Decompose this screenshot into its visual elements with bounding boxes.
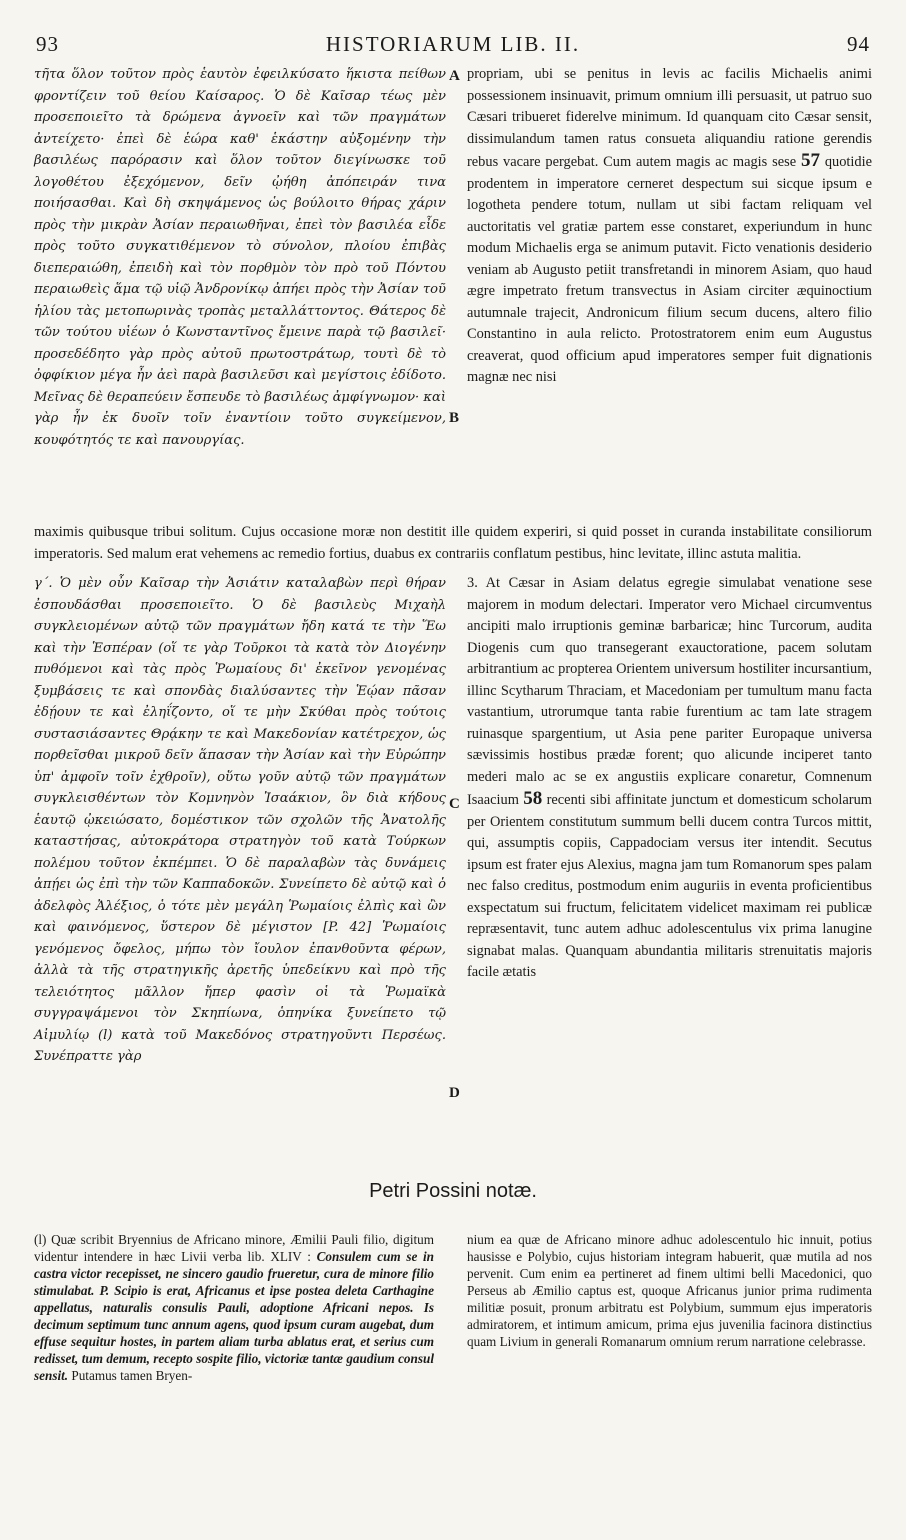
note-text-right: nium ea quæ de Africano minore adhuc adolescentulo hic innuit, potius hausisse e Polybio, cujus historiam integram habuerit, quæ mutila ad nos pervenit. Cum enim ea pertineret ad finem ultimi belli Macedonici, quo Perseus ab Æmilio captus est, quoque Africanus junior prima rudimenta militiæ posuit, pronum arbitratu est Polybium, summum ejus imperatoris admiratorem, et intimum amicum, prima ejus juvenilia facinora distinctius quam Livium in generali Romanarum omnium rerum narratione celebrasse. <box>467 1232 872 1350</box>
margin-marker-d: D <box>449 1085 460 1101</box>
page-marker-57: 57 <box>800 150 820 171</box>
running-head <box>28 32 878 58</box>
page-number-right: 94 <box>847 32 870 56</box>
page-title: HISTORIARUM LIB. II. <box>325 32 581 56</box>
latin-text-2: 3. At Cæsar in Asiam delatus egregie simulabat venatione sese majorem in modum delectari. Imperator vero Michael circumventus ancipiti malo irruptionis geminæ barbaricæ; hinc Turcorum, audita Diogenis cum quo transegerant exauctoratione, pacem solutam arbitrantium ac propterea Orientem universum hostiliter incursantium, illinc Scytharum Thraciam, et Macedoniam per tumultum manu facta vastantium, utrorumque tanta rabie furentium ac tam late stragem ruinasque spargentium, ut Asia pene pariter Europaque universa sævissimis hostibus prædæ forent; quo alicunde inciperet tanto mederi malo ac se ex angustiis explicare conaretur, Comnenum Isaacium 58 recenti sibi affinitate junctum et domesticum scholarum per Orientem constitutum summum belli ducem contra Turcos mittit, qui, assumptis copiis, Cappadociam versus iter intendit. Secutus ipsum est frater ejus Alexius, magna jam tum Romanorum spes palam nec falso creditus, postmodum enim auguriis in eventa proficientibus exspectatum sui fructum, felicitatem videlicet maximam rei publicæ repræsentavit, tunc autem adhuc adolescentulus vix prima lanugine signabat malas. Quanquam abundantia militaris strenuitatis majoris facile ætatis <box>467 575 872 980</box>
notes-column-left <box>34 1218 434 1397</box>
margin-marker-b: B <box>449 410 460 426</box>
note-text-left: (l) Quæ scribit Bryennius de Africano minore, Æmilii Pauli filio, digitum videntur intendere in hæc Livii verba lib. XLIV : Consulem cum se in castra victor recepisset, ne sincero gaudio frueretur, cura de minore filio stimulabat. P. Scipio is erat, Africanus et ipse postea deleta Carthagine appellatus, naturalis consulis Pauli, adoptione Africani nepos. Is decimum septimum tunc annum agens, quod ipsum curam augebat, dum effuse sequitur hostes, in partem aliam turba ablatus erat, et serius cum redisset, tum demum, recepto sospite filio, victoriæ tantæ gaudium consul sensit. Putamus tamen Bryen- <box>34 1232 434 1384</box>
page-reference: [P. 42] <box>323 920 372 935</box>
spanning-latin-text: maximis quibusque tribui solitum. Cujus occasione moræ non destitit ille quidem experiri, si quid posset in curanda instabilitate consiliorum imperatoris. Sed malum erat vehemens ac remedio fortius, duabus ex contrariis conflatum pestibus, hinc levitate, illinc astuta malitia. <box>34 524 872 562</box>
margin-marker-c: C <box>449 796 460 812</box>
greek-column-section-1 <box>34 64 446 451</box>
greek-column-section-2 <box>34 573 446 1068</box>
section-number-greek: γ΄. <box>34 576 53 591</box>
greek-text-2: γ΄. Ὁ μὲν οὖν Καῖσαρ τὴν Ἀσιάτιν καταλαβὼν περὶ θήραν ἐσπουδάσθαι προσεποιεῖτο. Ὁ δὲ βασιλεὺς Μιχαὴλ συγκλειομένων αὐτῷ τῶν πραγμάτων ἤδη κατά τε τὴν Ἕω καὶ τὴν Ἑσπέραν (οἵ τε γὰρ Τοῦρκοι τὰ κατὰ τὸν Διογένην πυθόμενοι καὶ τὰς πρὸς Ῥωμαίους δι' ἐκεῖνον γενομένας ξυμβάσεις τε καὶ σπονδὰς διαλύσαντες τὴν Ἑῴαν πᾶσαν ἐδῄουν τε καὶ ἐληΐζοντο, οἵ τε μὴν Σκύθαι πρὸς τούτοις συστασιάσαντες Θρᾴκην τε καὶ Μακεδονίαν κατέτρεχον, ὡς πορθεῖσθαι μικροῦ δεῖν ἅπασαν τὴν Ἀσίαν καὶ τὴν Εὐρώπην ὑπ' ἀμφοῖν τοῖν ἐχθροῖν), οὕτω γοῦν αὐτῷ τῶν πραγμάτων συγκλεισθέντων τὸν Κομνηνὸν Ἰσαάκιον, ὃν διὰ κήδους ἑαυτῷ ᾠκειώσατο, δομέστικον τῶν σχολῶν τῆς Ἀνατολῆς καταστήσας, αὐτοκράτορα στρατηγὸν τοῦ κατὰ Τούρκων πολέμου τοῦτον ἐκπέμπει. Ὁ δὲ παραλαβὼν τὰς δυνάμεις ἀπῄει ὡς ἐπὶ τὴν τῶν Καππαδοκῶν. Συνείπετο δὲ αὐτῷ καὶ ὁ ἀδελφὸς Ἀλέξιος, ὁ τότε μὲν μεγάλη Ῥωμαίοις ἐλπὶς καὶ ὢν καὶ φαινόμενος, ὕστερον δὲ μέγιστον [P. 42] Ῥωμαίοις γενόμενος ὄφελος, μήπω τὸν ἴουλον ἐπανθοῦντα φέρων, ἀλλὰ τὰ τῆς στρατηγικῆς ἀρετῆς ὑπεδείκνυ καὶ πρὸ τῆς τελειότητος μᾶλλον ἤπερ φασὶν οἱ τὰ Ῥωμαϊκὰ συγγραψάμενοι τὸν Σκηπίωνα, ὁπηνίκα ξυνείπετο τῷ Αἰμυλίῳ (l) κατὰ τοῦ Μακεδόνος στρατηγοῦντι Περσέως. Συνέπραττε γὰρ <box>34 576 447 1064</box>
notes-heading: Petri Possini notæ. <box>369 1180 537 1202</box>
page-marker-58: 58 <box>523 788 543 809</box>
page-number-left: 93 <box>36 32 59 56</box>
greek-text: τῆτα ὅλον τοῦτον πρὸς ἑαυτὸν ἐφειλκύσατο ἥκιστα πείθων φροντίζειν τοῦ θείου Καίσαρος. Ὁ δὲ Καῖσαρ τέως μὲν προσεποιεῖτο τὰ δρώμενα ἀγνοεῖν καὶ τῶν πραγμάτων ἀντείχετο· ἐπεὶ δὲ ἑώρα καθ' ἑκάστην αὐξομένην τὴν βασιλέως παρόρασιν καὶ ὅλον τοῦτον διεγίνωσκε τοῦ λογοθέτου ἐξεχόμενον, δεῖν ᾠήθη ἀπόπειράν τινα ποιήσασθαι. Καὶ δὴ σκηψάμενος ὡς βούλοιτο θήρας χάριν πρὸς τὴν μικρὰν Ἀσίαν περαιωθῆναι, ἐπεὶ τὸν βασιλέα εἶδε πρὸς τοῦτο συγκατιθέμενον τὸ σύνολον, πλοίου ἐπιβὰς διεπεραιώθη, ἐπειδὴ καὶ τὸν πορθμὸν τὸν πρὸ τοῦ Πόντου περαιωθεὶς ἅμα τῷ υἱῷ Ἀνδρονίκῳ ἀπήει πρὸς τὴν Ἀσίαν τοῦ ἡλίου τὰς μετοπωρινὰς τροπὰς μεταλλάττοντος. Θάτερος δὲ τῶν τούτου υἱέων ὁ Κωνσταντῖνος ἔμεινε παρὰ τῷ βασιλεῖ· προσεδέδητο γὰρ πρὸς αὐτοῦ πρωτοστράτωρ, τουτὶ δὲ τὸ ὀφφίκιον μέγα ἦν ἀεὶ παρὰ βασιλεῦσι καὶ μεγίστοις ἐδίδοτο. Μεῖνας δὲ θεραπεύειν ἔσπευδε τὸ βασιλέως ἀμφίγνωμον· καὶ γὰρ ἦν ἐκ δυοῖν τοῖν ἐναντίοιν τοῦτο συγκείμενον, κουφότητός τε καὶ πανουργίας. <box>34 67 446 448</box>
latin-column-section-1 <box>467 64 872 389</box>
section-number-latin: 3. <box>467 575 478 591</box>
margin-marker-a: A <box>449 68 460 84</box>
latin-column-section-2 <box>467 573 872 984</box>
latin-text: propriam, ubi se penitus in levis ac facilis Michaelis animi possessionem insinuavit, primum omnium illi persuasit, ut patruo suo Cæsari tribueret fiderelve minimum. Id quanquam cito Cæsar sensit, dissimulandum tamen ratus consueta aliquandiu ratione gerendis rebus vacare pergebat. Cum autem magis ac magis sese 57 quotidie prodentem in imperatore cerneret despectum sui sicque ipsum e logotheta pendere totum, nullam ut sibi factam reliquam vel auctoritatis vel gratiæ partem esse constaret, experiundum in hunc modum Michaelis erga se animum putavit. Ficto venationis desiderio veniam ab Augusto petiit transfretandi in minorem Asiam, quo haud ægre impetrato fretum transvectus in Asiam circiter æquinoctium autumnale trajecit, Andronicum filium secum ducens, altero filio Constantino in aula relicto. Protostratorem enim eum Augustus creaverat, quod officium apud imperatores semper fuit dignationis magnæ nec nisi <box>467 66 872 385</box>
notes-column-right <box>467 1218 872 1363</box>
